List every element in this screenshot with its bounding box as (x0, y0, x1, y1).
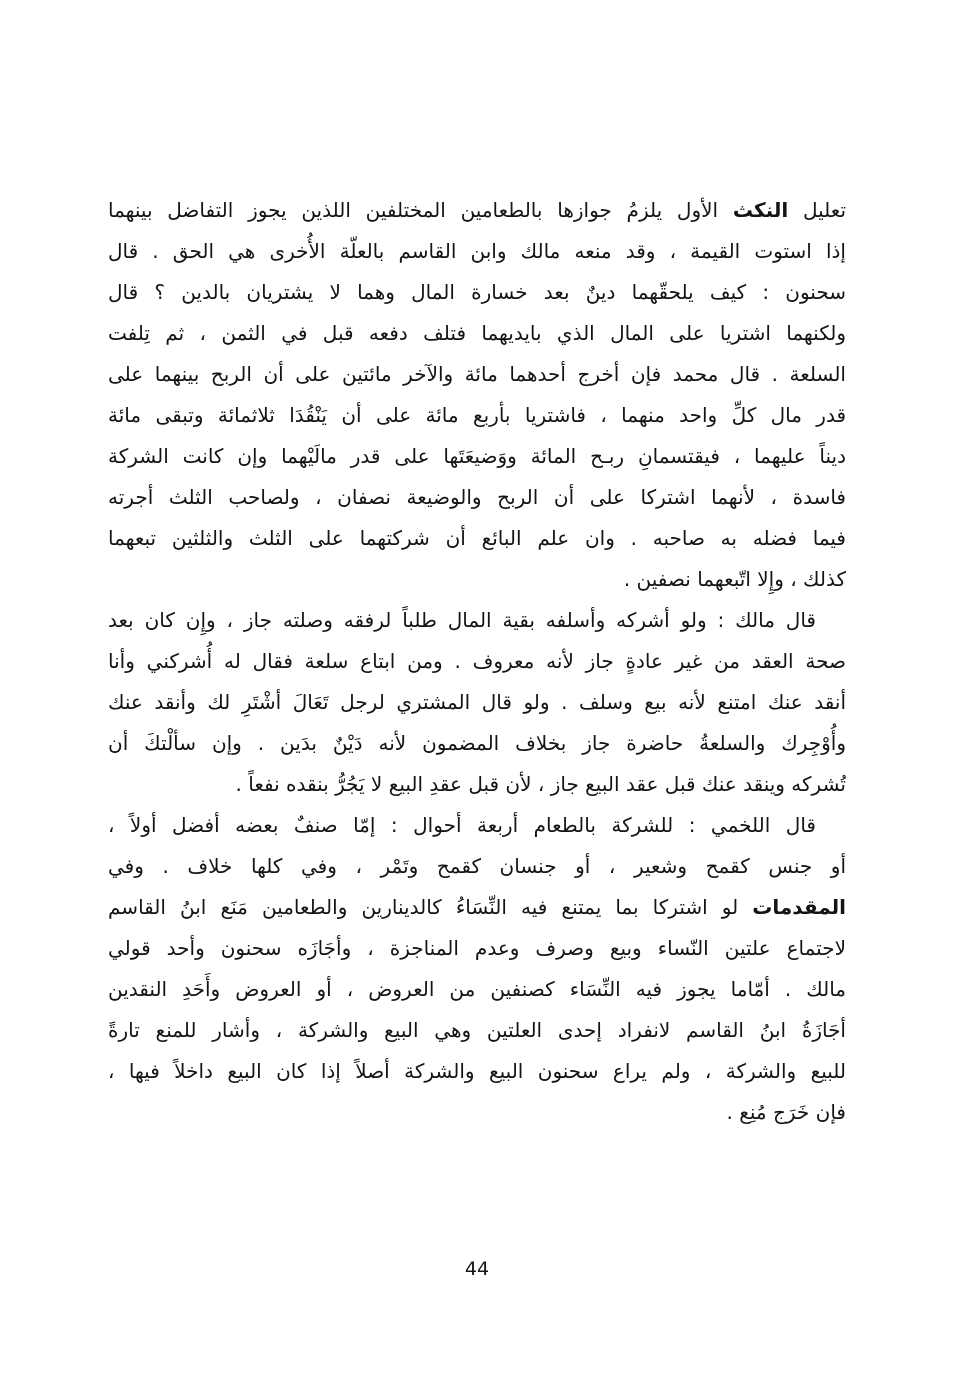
paragraph (108, 190, 846, 600)
text-line (108, 969, 846, 1010)
text-line (108, 846, 846, 887)
text-line (108, 928, 846, 969)
text-segment: ديناً عليهما ، فيقتسمانِ ربـح المائة ووَضيعَتَها على قدر مالَيْهما وإن كانت الشركة (108, 444, 846, 468)
text-segment: قدر مال كلِّ واحد منهما ، فاشتريا بأربع مائة على أن يَنْقُدَا ثلاثمائة وتبقى مائة (108, 403, 846, 427)
page-number: 44 (464, 1258, 490, 1280)
text-segment: أجَازَةُ ابنُ القاسم لانفراد إحدى العلتين وهي البيع والشركة ، وأشار للمنع تارةً (108, 1018, 846, 1042)
text-line (108, 272, 846, 313)
text-line (108, 190, 846, 231)
text-line (108, 436, 846, 477)
text-segment: إذا استوت القيمة ، وقد منعه مالك وابن القاسم بالعلّة الأُخرى هي الحق . قال (108, 239, 846, 263)
text-block (108, 190, 846, 1133)
text-segment: فإن خَرَج مُنِع . (726, 1100, 846, 1124)
text-segment: فاسدة ، لأنهما اشتركا على أن الربح والوضيعة نصفان ، ولصاحب الثلث أجرته (108, 485, 846, 509)
text-segment: قال مالك : ولو أشركه وأسلفه بقية المال طلباً لرفقه وصلته جاز ، وإِن كان بعد (108, 608, 816, 632)
text-line (108, 805, 846, 846)
text-line (108, 395, 846, 436)
text-segment: السلعة . قال محمد فإن أخرج أحدهما مائة والآخر مائتين على أن الربح بينهما على (108, 362, 846, 386)
text-line (108, 518, 846, 559)
text-segment: سحنون : كيف يلحقّهما دينٌ بعد خسارة المال وهما لا يشتريان بالدين ؟ قال (108, 280, 846, 304)
text-line (108, 313, 846, 354)
text-segment: لاجتماع علتين النّساء وبيع وصرف وعدم المناجزة ، وأجَازَه سحنون وأحد قولي (108, 936, 846, 960)
text-line (108, 1051, 846, 1092)
text-line (108, 477, 846, 518)
text-line (108, 723, 846, 764)
bold-text-segment: المقدمات (752, 895, 846, 919)
text-segment: مالك . أمّاما يجوز فيه النِّسَاء كصنفين من العروض ، أو العروض وأَحَدِ النقدين (108, 977, 846, 1001)
text-line (108, 354, 846, 395)
text-segment: الأول يلزمُ جوازها بالطعامين المختلفين اللذين يجوز التفاضل بينهما (108, 198, 733, 222)
paragraph (108, 600, 846, 805)
text-segment: تُشركه وينقد عنك قبل عقد البيع جاز ، لأن قبل عقدِ البيع لا يَجُرُّ بنقده نفعاً . (235, 772, 846, 796)
text-line (108, 764, 846, 805)
text-segment: لو اشتركا بما يمتنع فيه النِّسَاءُ كالدينارين والطعامين مَنَع ابنُ القاسم (108, 895, 753, 919)
text-line (108, 559, 846, 600)
text-line (108, 887, 846, 928)
text-segment: صحة العقد من غير عادةٍ جاز لأنه معروف . ومن ابتاع سلعة فقال له أُشركني وأنا (108, 649, 846, 673)
text-line (108, 1092, 846, 1133)
text-segment: ولكنهما اشتريا على المال الذي بايديهما فتلف دفعه قبل في الثمن ، ثم تِلفت (108, 321, 846, 345)
text-segment: قال اللخمي : للشركة بالطعام أربعة أحوال : إمّا صنفٌ بعضه أفضل أولاً ، (108, 813, 816, 837)
text-segment: للبيع والشركة ، ولم يراع سحنون البيع والشركة أصلاً إذا كان البيع داخلاً فيها ، (108, 1059, 846, 1083)
text-line (108, 600, 846, 641)
text-segment: أو جنس كقمح وشعير ، أو جنسان كقمح وتَمْر ، وفي كلها خلاف . وفي (108, 854, 846, 878)
bold-text-segment: النكث (732, 198, 789, 222)
text-line (108, 1010, 846, 1051)
text-line (108, 231, 846, 272)
text-segment: وأُوْجِرك والسلعةُ حاضرة جاز بخلاف المضمون لأنه دَيْنٌ بدَين . وإن سألْتكَ أن (108, 731, 846, 755)
text-segment: فيما فضله به صاحبه . وان علم البائع أن شركتهما على الثلث والثلثين تبعهما (108, 526, 846, 550)
text-line (108, 682, 846, 723)
text-line (108, 641, 846, 682)
text-segment: كذلك ، وإِلا اتّبعهما نصفين . (623, 567, 846, 591)
text-segment: تعليل (788, 198, 847, 222)
text-segment: أنقد عنك امتنع لأنه بيع وسلف . ولو قال المشتري لرجل تَعَالَ أشْتَرِ لك وأنقد عنك (108, 690, 846, 714)
paragraph (108, 805, 846, 1133)
